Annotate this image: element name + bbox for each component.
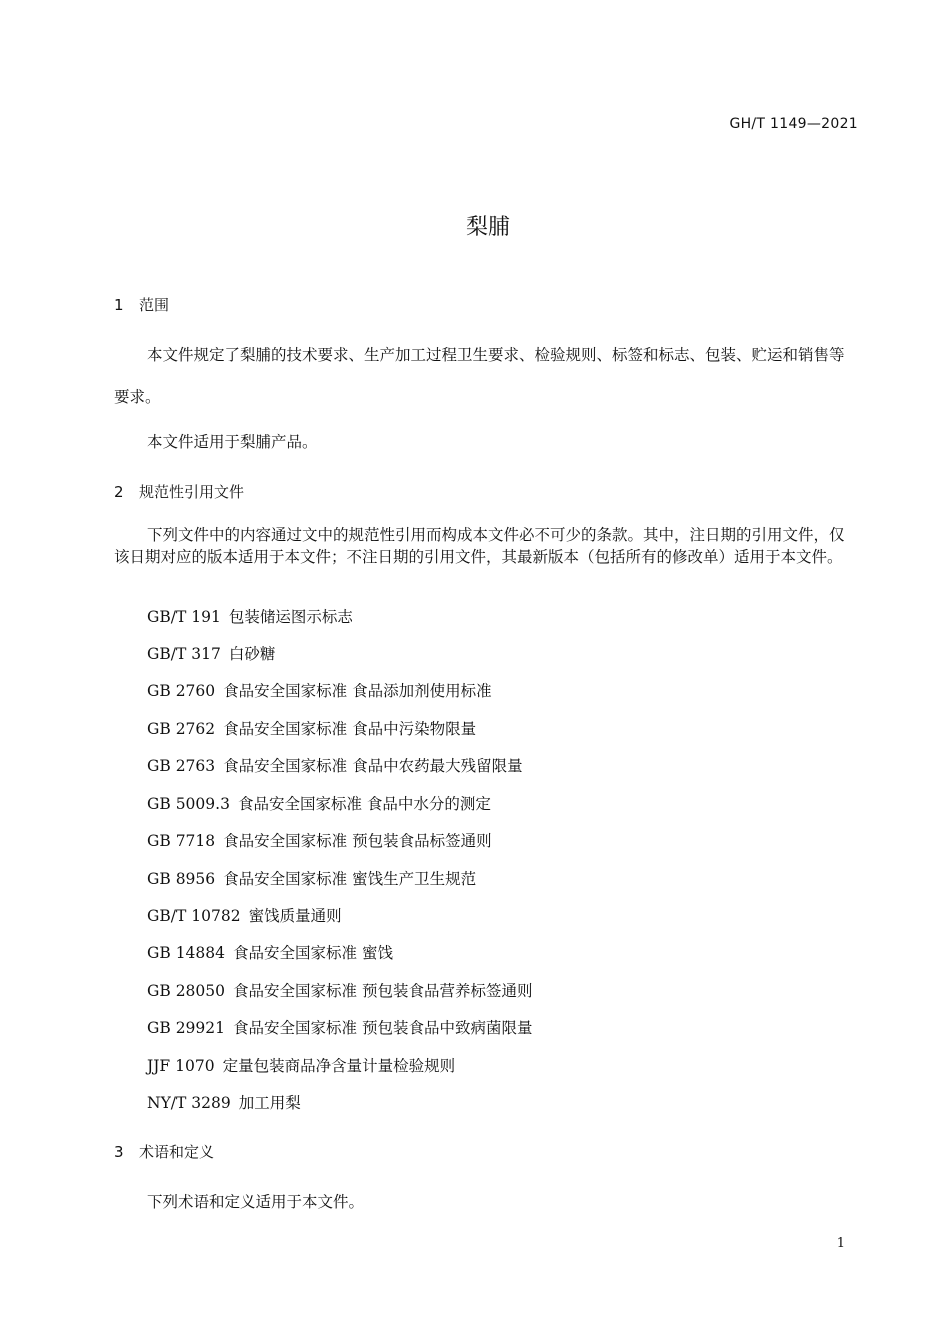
section-title: 规范性引用文件: [139, 483, 245, 501]
reference-title: 食品安全国家标准 食品中污染物限量: [223, 720, 477, 738]
reference-title: 定量包装商品净含量计量检验规则: [222, 1057, 456, 1075]
section-1-heading: [114, 294, 169, 315]
reference-code: GB 2760: [147, 682, 216, 700]
reference-item: [147, 979, 532, 1001]
document-title: 梨脯: [465, 215, 510, 240]
reference-code: GB 5009.3: [147, 795, 230, 813]
reference-code: GB 2763: [147, 757, 216, 775]
reference-code: GB 7718: [147, 832, 216, 850]
reference-title: 蜜饯质量通则: [248, 907, 342, 925]
section-number: 1: [114, 296, 124, 314]
reference-item: [147, 867, 476, 889]
section-title: 术语和定义: [139, 1143, 215, 1161]
reference-title: 食品安全国家标准 预包装食品营养标签通则: [233, 982, 533, 1000]
reference-code: GB 14884: [147, 944, 226, 962]
reference-code: GB 8956: [147, 870, 216, 888]
section-title: 范围: [139, 296, 170, 314]
reference-item: [147, 1054, 455, 1076]
page-number: 1: [836, 1236, 845, 1251]
reference-code: GB 29921: [147, 1019, 226, 1037]
normative-intro: 下列文件中的内容通过文中的规范性引用而构成本文件必不可少的条款。其中，注日期的引用文件，仅该日期对应的版本适用于本文件；不注日期的引用文件，其最新版本（包括所有的修改单）适用于本文件。: [114, 526, 845, 566]
reference-item: [147, 717, 476, 739]
reference-item: [147, 605, 353, 627]
section-number: 3: [114, 1143, 124, 1161]
reference-title: 包装储运图示标志: [228, 608, 353, 626]
terms-intro: 下列术语和定义适用于本文件。: [147, 1193, 365, 1211]
standard-code: GH/T 1149—2021: [729, 116, 858, 132]
reference-code: GB 28050: [147, 982, 226, 1000]
reference-item: [147, 679, 492, 701]
reference-title: 食品安全国家标准 蜜饯生产卫生规范: [223, 870, 477, 888]
reference-title: 白砂糖: [228, 645, 276, 663]
reference-title: 食品安全国家标准 食品中农药最大残留限量: [223, 757, 523, 775]
reference-item: [147, 904, 342, 926]
reference-item: [147, 1091, 301, 1113]
reference-item: [147, 1016, 532, 1038]
reference-title: 食品安全国家标准 食品添加剂使用标准: [223, 682, 492, 700]
reference-title: 食品安全国家标准 预包装食品中致病菌限量: [233, 1019, 533, 1037]
scope-paragraph-2: 本文件适用于梨脯产品。: [147, 433, 318, 451]
reference-title: 食品安全国家标准 食品中水分的测定: [237, 795, 491, 813]
section-3-heading: [114, 1141, 214, 1162]
reference-code: GB 2762: [147, 720, 216, 738]
reference-item: [147, 941, 393, 963]
section-number: 2: [114, 483, 124, 501]
reference-code: JJF 1070: [147, 1057, 215, 1075]
reference-item: [147, 642, 275, 664]
section-2-heading: [114, 481, 244, 502]
reference-code: GB/T 317: [147, 645, 221, 663]
scope-paragraph-1: 本文件规定了梨脯的技术要求、生产加工过程卫生要求、检验规则、标签和标志、包装、贮运和销售等要求。: [114, 346, 845, 406]
reference-item: [147, 754, 523, 776]
reference-title: 加工用梨: [238, 1094, 301, 1112]
reference-title: 食品安全国家标准 预包装食品标签通则: [223, 832, 492, 850]
reference-code: GB/T 10782: [147, 907, 241, 925]
reference-title: 食品安全国家标准 蜜饯: [233, 944, 393, 962]
reference-code: NY/T 3289: [147, 1094, 231, 1112]
reference-item: [147, 829, 492, 851]
reference-code: GB/T 191: [147, 608, 221, 626]
reference-item: [147, 792, 491, 814]
